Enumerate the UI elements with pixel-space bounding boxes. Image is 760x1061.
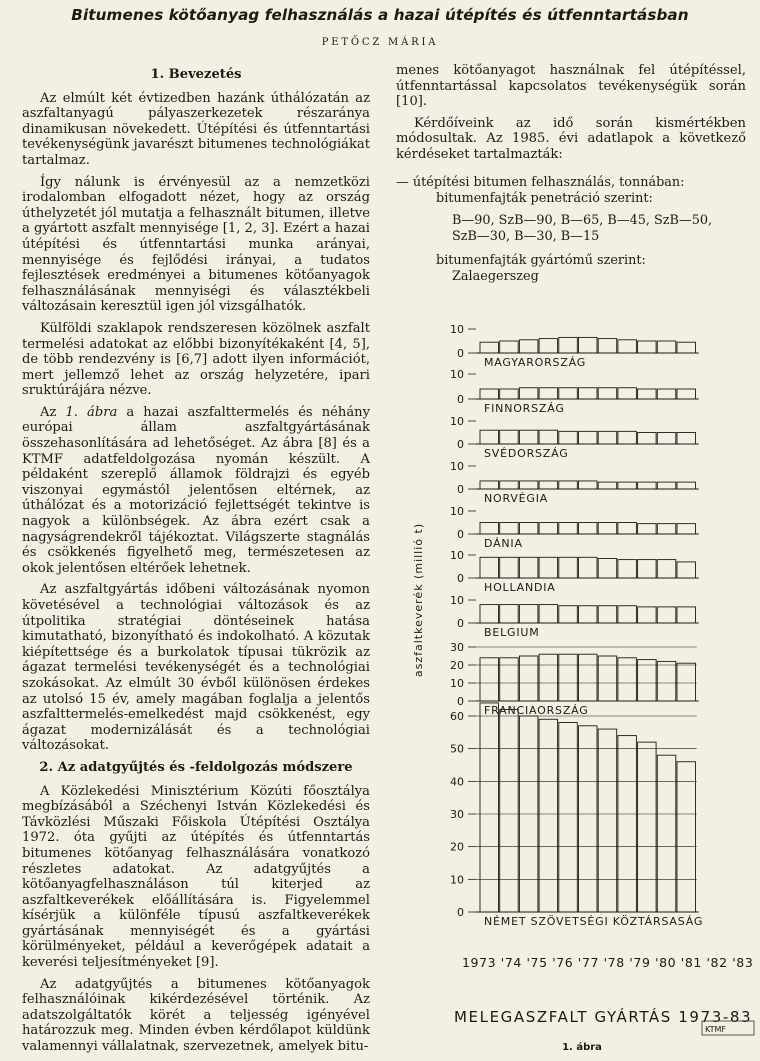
figure-caption: 1. ábra bbox=[562, 1042, 602, 1053]
bar bbox=[519, 430, 538, 444]
bar bbox=[480, 389, 499, 399]
bar bbox=[559, 481, 578, 489]
bar bbox=[480, 430, 499, 444]
paragraph: Így nálunk is érvényesül az a nemzetközi irodalomban elfogadott nézet, hogy az ország úthelyzetét jól mutatja a felhasznált bitumen, illetve a gyártott aszfalt mennyisége [1, 2, 3]. Ezért a hazai útépítési és útfenntartási munka arányai, mennyisége és fejlődési irányai, a tudatos fejlesztések eredményei a bitumenes kötőanyagok felhasználásának mennyiségi és választékbeli változásain keresztül igen jól vizsgálhatók. bbox=[22, 174, 370, 315]
chart-panel bbox=[450, 368, 699, 415]
bar bbox=[677, 562, 696, 578]
bar bbox=[638, 660, 657, 701]
list-item: B—90, SzB—90, B—65, B—45, SzB—50, bbox=[452, 212, 713, 228]
asphalt-production-chart bbox=[396, 310, 760, 1058]
left-column bbox=[22, 63, 370, 1061]
bar bbox=[598, 606, 617, 623]
series-label: NORVÉGIA bbox=[484, 492, 549, 505]
y-tick-label: 10 bbox=[450, 549, 464, 562]
bar bbox=[559, 431, 578, 444]
bar bbox=[539, 430, 558, 444]
bar bbox=[500, 481, 519, 489]
y-tick-label: 30 bbox=[450, 808, 464, 821]
y-tick-label: 10 bbox=[450, 677, 464, 690]
series-label: NÉMET SZÖVETSÉGI KÖZTÁRSASÁG bbox=[484, 915, 704, 928]
bar bbox=[480, 481, 499, 489]
bar bbox=[539, 605, 558, 623]
bar bbox=[677, 524, 696, 534]
bar bbox=[618, 388, 637, 399]
bar bbox=[638, 433, 657, 445]
paragraph: Kérdőíveink az idő során kismértékben módosultak. Az 1985. évi adatlapok a következő kérdéseket tartalmazták: bbox=[396, 115, 746, 162]
bar bbox=[677, 433, 696, 445]
series-label: FRANCIAORSZÁG bbox=[484, 704, 589, 717]
bar bbox=[638, 341, 657, 353]
bar bbox=[657, 389, 676, 399]
paragraph: menes kötőanyagot használnak fel útépítéssel, útfenntartással kapcsolatos tevékenységük során [10]. bbox=[396, 63, 746, 110]
text-run: Az bbox=[40, 404, 66, 420]
bar bbox=[480, 658, 499, 701]
y-tick-label: 10 bbox=[450, 323, 464, 336]
chart-panel bbox=[450, 323, 699, 369]
bar bbox=[480, 523, 499, 535]
paragraph bbox=[22, 405, 370, 577]
bar bbox=[677, 663, 696, 701]
x-axis-years: 1973 '74 '75 '76 '77 '78 '79 '80 '81 '82 '83 bbox=[462, 955, 754, 970]
text-run: a hazai aszfalttermelés és néhány európai állam aszfaltgyártásának összehasonlítására ad lehetőséget. Az ábra [8] és a KTMF adatfeldolgozása nyomán készült. A példaként szereplő államok földrajzi és egyéb viszonyai egymástól jelentősen eltérnek, az úthálózat és a motorizáció fejlettségét tekintve is nagyok a különbségek. Az ábra ezért csak a nagyságrendekről tájékoztat. Világszerte stagnálás és csökkenés figyelhető meg, természetesen az okok jelentősen eltérőek lehetnek. bbox=[22, 404, 370, 576]
y-tick-label: 10 bbox=[450, 873, 464, 887]
y-tick-label: 20 bbox=[450, 659, 464, 672]
y-tick-label: 0 bbox=[457, 695, 464, 708]
bar bbox=[539, 339, 558, 353]
bar bbox=[539, 719, 558, 912]
bar bbox=[618, 736, 637, 912]
bar bbox=[598, 558, 617, 578]
y-tick-label: 40 bbox=[450, 775, 464, 789]
bar bbox=[618, 523, 637, 535]
chart-panel bbox=[450, 641, 699, 717]
bar bbox=[500, 341, 519, 353]
series-label: BELGIUM bbox=[484, 626, 540, 639]
bar bbox=[638, 560, 657, 578]
bar bbox=[618, 606, 637, 623]
list-item: bitumenfajták gyártómű szerint: bbox=[436, 252, 646, 268]
y-tick-label: 0 bbox=[457, 438, 464, 451]
bar bbox=[677, 342, 696, 353]
y-tick-label: 20 bbox=[450, 840, 464, 854]
bar bbox=[638, 524, 657, 534]
bar bbox=[579, 388, 598, 399]
bar bbox=[500, 605, 519, 623]
bar bbox=[598, 388, 617, 399]
y-tick-label: 10 bbox=[450, 415, 464, 428]
chart-panel bbox=[450, 594, 699, 639]
y-tick-label: 0 bbox=[457, 393, 464, 406]
bar bbox=[657, 661, 676, 701]
y-tick-label: 10 bbox=[450, 460, 464, 473]
chart-panels bbox=[450, 323, 703, 928]
bar bbox=[618, 560, 637, 578]
bar bbox=[500, 389, 519, 399]
bar bbox=[638, 389, 657, 399]
y-tick-label: 30 bbox=[450, 641, 464, 654]
chart-panel bbox=[450, 703, 703, 928]
bar bbox=[500, 709, 519, 912]
bar bbox=[500, 658, 519, 701]
y-tick-label: 10 bbox=[450, 368, 464, 381]
y-tick-label: 50 bbox=[450, 742, 464, 756]
chart-panel bbox=[450, 460, 699, 505]
bar bbox=[500, 557, 519, 578]
bar bbox=[559, 337, 578, 353]
paragraph: Az elmúlt két évtizedben hazánk úthálózatán az aszfaltanyagú pályaszerkezetek részaránya dinamikusan növekedett. Útépítési és útfenntartási tevékenységünk javarészt bitumenes technológiákat tartalmaz. bbox=[22, 90, 370, 168]
bar bbox=[657, 524, 676, 534]
series-label: MAGYARORSZÁG bbox=[484, 356, 587, 369]
bar bbox=[598, 431, 617, 444]
bar bbox=[677, 762, 696, 912]
bar bbox=[519, 656, 538, 701]
bar bbox=[598, 729, 617, 912]
figure-reference: 1. ábra bbox=[65, 404, 118, 420]
y-tick-label: 0 bbox=[457, 528, 464, 541]
bar bbox=[618, 431, 637, 444]
chart-panel bbox=[450, 549, 699, 594]
y-tick-label: 10 bbox=[450, 594, 464, 607]
bar bbox=[677, 482, 696, 489]
bar bbox=[539, 523, 558, 535]
series-label: FINNORSZÁG bbox=[484, 402, 565, 415]
bar bbox=[657, 341, 676, 353]
bar bbox=[579, 654, 598, 701]
questionnaire-list bbox=[396, 175, 746, 285]
bar bbox=[579, 337, 598, 353]
bar bbox=[480, 342, 499, 353]
author-name: PETŐCZ MÁRIA bbox=[321, 37, 439, 48]
bar bbox=[598, 523, 617, 535]
y-tick-label: 10 bbox=[450, 505, 464, 518]
y-axis-label: aszfaltkeverék (millió t) bbox=[412, 522, 425, 678]
bar bbox=[559, 388, 578, 399]
bar bbox=[579, 557, 598, 578]
bar bbox=[677, 389, 696, 399]
bar bbox=[579, 523, 598, 535]
paragraph: Az adatgyűjtés a bitumenes kötőanyagok felhasználóinak kikérdezésével történik. Az adatszolgáltatók körét a teljesség igényével határozzuk meg. Minden évben kérdőlapot küldünk valamennyi vállalatnak, szervezetnek, amelyek bitu- bbox=[22, 976, 370, 1055]
bar bbox=[519, 557, 538, 578]
bar bbox=[480, 557, 499, 578]
bar bbox=[638, 742, 657, 912]
chart-main-title: MELEGASZFALT GYÁRTÁS 1973-83 bbox=[454, 1008, 753, 1026]
list-item: SzB—30, B—30, B—15 bbox=[452, 228, 600, 244]
bar bbox=[559, 523, 578, 535]
section-heading-method: 2. Az adatgyűjtés és -feldolgozás módszere bbox=[39, 759, 353, 775]
bar bbox=[539, 557, 558, 578]
paragraph: Az aszfaltgyártás időbeni változásának nyomon követésével a technológiai változások és az útpolitika stratégiai döntéseinek hatása kimutatható, bizonyítható és indokolható. A közutak kiépítettsége és a burkolatok típusai tükrözik az ágazat termelési tevékenységét és a technológiai szokásokat. Az elmúlt 30 évből különösen érdekes az utolsó 15 év, amely magában foglalja a jelentős aszfalttermelés-emelkedést majd csökkenést, egy ágazat modernizálását és a technológiai változásokat. bbox=[22, 582, 370, 754]
bar bbox=[559, 606, 578, 623]
bar bbox=[559, 654, 578, 701]
section-heading-intro: 1. Bevezetés bbox=[150, 67, 242, 82]
bar bbox=[579, 431, 598, 444]
bar bbox=[480, 703, 499, 912]
bar bbox=[500, 523, 519, 535]
bar bbox=[519, 523, 538, 535]
bar bbox=[638, 607, 657, 623]
y-tick-label: 0 bbox=[457, 347, 464, 360]
right-column bbox=[396, 63, 746, 285]
bar bbox=[579, 606, 598, 623]
bar bbox=[638, 482, 657, 489]
y-tick-label: 0 bbox=[457, 906, 464, 919]
bar bbox=[500, 430, 519, 444]
bar bbox=[559, 723, 578, 912]
bar bbox=[657, 607, 676, 623]
y-tick-label: 0 bbox=[457, 572, 464, 585]
bar bbox=[539, 388, 558, 399]
bar bbox=[677, 607, 696, 623]
list-item: — útépítési bitumen felhasználás, tonnában: bbox=[396, 174, 685, 190]
bar bbox=[480, 605, 499, 623]
bar bbox=[519, 481, 538, 489]
bar bbox=[657, 433, 676, 445]
bar bbox=[657, 482, 676, 489]
series-label: DÁNIA bbox=[484, 537, 523, 550]
bar bbox=[559, 557, 578, 578]
bar bbox=[579, 481, 598, 489]
bar bbox=[657, 560, 676, 578]
bar bbox=[519, 605, 538, 623]
y-tick-label: 0 bbox=[457, 617, 464, 630]
chart-panel bbox=[450, 505, 699, 550]
paragraph: Külföldi szaklapok rendszeresen közölnek aszfalt termelési adatokat az előbbi bizonyítékaként [4, 5], de több rendezvény is [6,7] adott ilyen információt, mert jellemző lehet az ország helyzetére, ipari sruktúrájára nézve. bbox=[22, 320, 370, 399]
bar bbox=[598, 482, 617, 489]
bar bbox=[519, 340, 538, 353]
bar bbox=[598, 339, 617, 353]
bar bbox=[618, 658, 637, 701]
series-label: SVÉDORSZÁG bbox=[484, 447, 569, 460]
paragraph: A Közlekedési Minisztérium Közúti főosztálya megbízásából a Széchenyi István Közlekedési és Távközlési Műszaki Főiskola Útépítési Osztálya 1972. óta gyűjti az útépítés és útfenntartás bitumenes kötőanyag felhasználására vonatkozó részletes adatokat. Az adatgyűjtés a kötőanyagfelhasználáson túl kiterjed az aszfaltkeverékek előállítására is. Figyelemmel kísérjük a különféle típusú aszfaltkeverékek gyártásának mennyiségét és a gyártási körülményeket, például a keverőgépek adatait a keverési teljesítményeket [9]. bbox=[22, 783, 370, 971]
bar bbox=[519, 388, 538, 399]
bar bbox=[539, 654, 558, 701]
bar bbox=[657, 755, 676, 912]
bar bbox=[618, 482, 637, 489]
bar bbox=[579, 726, 598, 912]
article-title: Bitumenes kötőanyag felhasználás a hazai útépítés és útfenntartásban bbox=[71, 6, 689, 24]
list-item: bitumenfajták penetráció szerint: bbox=[436, 190, 653, 206]
series-label: HOLLANDIA bbox=[484, 581, 556, 594]
chart-panel bbox=[450, 415, 699, 460]
stamp-text: KTMF bbox=[705, 1025, 727, 1034]
bar bbox=[539, 481, 558, 489]
y-tick-label: 0 bbox=[457, 483, 464, 496]
bar bbox=[598, 656, 617, 701]
bar bbox=[618, 340, 637, 353]
list-item: Zalaegerszeg bbox=[452, 268, 539, 284]
y-tick-label: 60 bbox=[450, 710, 464, 723]
